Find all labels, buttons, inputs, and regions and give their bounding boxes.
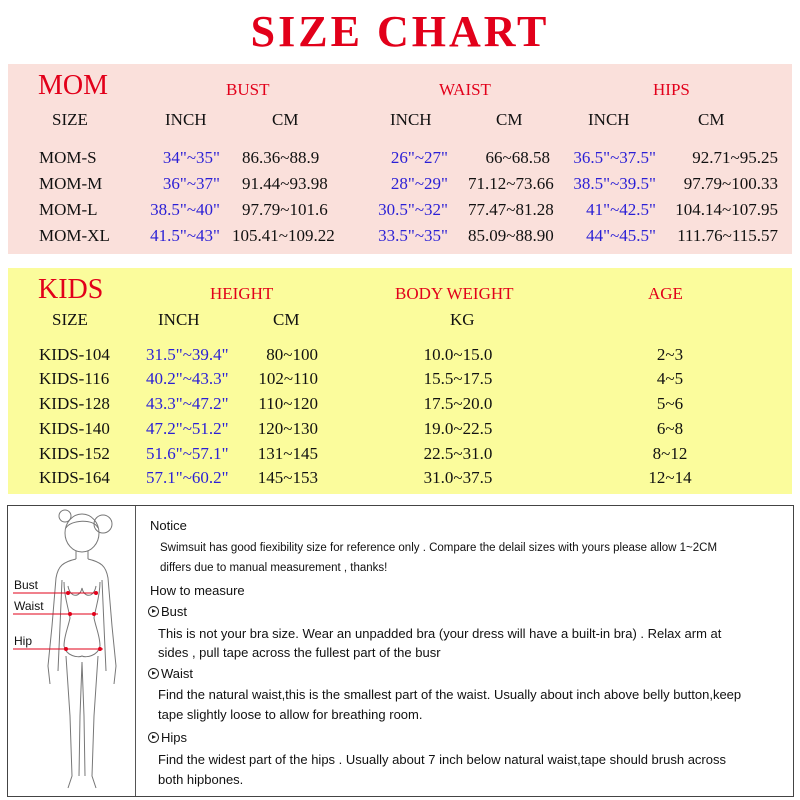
mom-hips-cm-cell: 104.14~107.95 (675, 200, 778, 219)
mom-hips-cm-cell: 111.76~115.57 (677, 226, 778, 245)
kids-kg-cell: 22.5~31.0 (423, 444, 493, 463)
kids-age-cell: 12~14 (648, 468, 692, 487)
mom-bust-cm-cell: 97.79~101.6 (242, 200, 328, 219)
measure-guide-box (7, 505, 794, 797)
mom-hips-cm-cell: 97.79~100.33 (683, 174, 778, 193)
weight-kg-subheader: KG (450, 310, 475, 329)
mom-size-table (8, 64, 792, 254)
kids-inch-cell: 57.1"~60.2" (146, 468, 229, 487)
bust-header: BUST (226, 80, 270, 99)
mom-bust-cm-cell: 91.44~93.98 (242, 174, 328, 193)
mom-size-cell: MOM-L (39, 200, 98, 219)
mom-size-cell: MOM-M (39, 174, 103, 193)
mom-bust-cm-cell: 86.36~88.9 (242, 148, 320, 167)
mom-waist-inch-cell: 28"~29" (390, 174, 448, 193)
kids-inch-cell: 43.3"~47.2" (146, 394, 229, 413)
hips-inch-subheader: INCH (588, 110, 630, 129)
mom-size-cell: MOM-S (39, 148, 97, 167)
mom-section-label: MOM (38, 70, 109, 101)
waist-desc-line-1: Find the natural waist,this is the smallest part of the waist. Usually about inch above belly button,keep (158, 687, 742, 702)
how-to-measure-heading: How to measure (150, 583, 245, 598)
hips-cm-subheader: CM (698, 110, 725, 129)
waist-header: WAIST (439, 80, 491, 99)
size-subheader: SIZE (52, 310, 88, 329)
kids-kg-cell: 17.5~20.0 (423, 394, 493, 413)
kids-inch-cell: 51.6"~57.1" (146, 444, 229, 463)
mom-waist-cm-cell: 77.47~81.28 (468, 200, 554, 219)
guide-divider (135, 506, 136, 796)
mom-hips-inch-cell: 44"~45.5" (586, 226, 656, 245)
kids-age-cell: 2~3 (656, 345, 684, 364)
waist-desc-line-2: tape slightly loose to allow for breathing room. (158, 707, 423, 722)
bullet-arrow-icon (148, 732, 159, 743)
height-header: HEIGHT (210, 284, 274, 303)
kids-kg-cell: 10.0~15.0 (423, 345, 493, 364)
kids-age-cell: 6~8 (656, 419, 684, 438)
notice-heading: Notice (150, 518, 187, 533)
mom-hips-inch-cell: 41"~42.5" (586, 200, 656, 219)
kids-size-cell: KIDS-104 (39, 345, 110, 364)
kids-inch-cell: 47.2"~51.2" (146, 419, 229, 438)
kids-inch-cell: 31.5"~39.4" (146, 345, 229, 364)
size-subheader: SIZE (52, 110, 88, 129)
mom-waist-inch-cell: 26"~27" (390, 148, 448, 167)
kids-size-table (8, 268, 792, 494)
bust-cm-subheader: CM (272, 110, 299, 129)
kids-cm-cell: 120~130 (257, 419, 318, 438)
bust-inch-subheader: INCH (165, 110, 207, 129)
notice-line-2: differs due to manual measurement , thanks! (160, 562, 388, 574)
kids-size-cell: KIDS-164 (39, 468, 110, 487)
height-inch-subheader: INCH (158, 310, 200, 329)
figure-bust-label: Bust (14, 578, 39, 592)
figure-hip-label: Hip (14, 634, 33, 648)
body-figure-illustration (8, 506, 134, 796)
mom-bust-inch-cell: 34"~35" (162, 148, 220, 167)
kids-kg-cell: 19.0~22.5 (423, 419, 493, 438)
waist-inch-subheader: INCH (390, 110, 432, 129)
kids-section-label: KIDS (38, 274, 104, 305)
mom-hips-inch-cell: 36.5"~37.5" (573, 148, 656, 167)
mom-waist-inch-cell: 30.5"~32" (378, 200, 448, 219)
page-title: SIZE CHART (250, 7, 550, 56)
hips-desc-line-2: both hipbones. (158, 772, 244, 787)
figure-waist-label: Waist (14, 599, 44, 613)
hips-desc-line-1: Find the widest part of the hips . Usually about 7 inch below natural waist,tape should brush across (158, 752, 726, 767)
kids-cm-cell: 110~120 (258, 394, 318, 413)
kids-age-cell: 5~6 (656, 394, 684, 413)
bust-desc-line-1: This is not your bra size. Wear an unpadded bra (your dress will have a built-in bra) . Relax arm at (158, 626, 722, 641)
age-header: AGE (648, 284, 683, 303)
kids-kg-cell: 15.5~17.5 (423, 369, 493, 388)
waist-cm-subheader: CM (496, 110, 523, 129)
kids-age-cell: 8~12 (652, 444, 688, 463)
bullet-arrow-icon (148, 668, 159, 679)
mom-bust-inch-cell: 41.5"~43" (150, 226, 220, 245)
mom-waist-inch-cell: 33.5"~35" (378, 226, 448, 245)
kids-cm-cell: 145~153 (257, 468, 318, 487)
mom-waist-cm-cell: 66~68.58 (485, 148, 550, 167)
mom-bust-inch-cell: 38.5"~40" (150, 200, 220, 219)
kids-cm-cell: 131~145 (257, 444, 318, 463)
mom-waist-cm-cell: 85.09~88.90 (468, 226, 554, 245)
kids-size-cell: KIDS-140 (39, 419, 110, 438)
kids-size-cell: KIDS-152 (39, 444, 110, 463)
mom-hips-cm-cell: 92.71~95.25 (692, 148, 778, 167)
waist-title (148, 666, 193, 681)
mom-bust-cm-cell: 105.41~109.22 (232, 226, 335, 245)
mom-waist-cm-cell: 71.12~73.66 (468, 174, 554, 193)
hips-title (148, 730, 187, 745)
hips-title-text: Hips (161, 730, 188, 745)
bust-desc-line-2: sides , pull tape across the fullest part of the busr (158, 645, 441, 660)
kids-size-cell: KIDS-128 (39, 394, 110, 413)
kids-age-cell: 4~5 (656, 369, 684, 388)
mom-bust-inch-cell: 36"~37" (162, 174, 220, 193)
body-weight-header: BODY WEIGHT (395, 284, 514, 303)
hips-header: HIPS (653, 80, 690, 99)
kids-cm-cell: 102~110 (258, 369, 318, 388)
bullet-arrow-icon (148, 606, 159, 617)
kids-kg-cell: 31.0~37.5 (423, 468, 493, 487)
height-cm-subheader: CM (273, 310, 300, 329)
kids-inch-cell: 40.2"~43.3" (146, 369, 229, 388)
kids-size-cell: KIDS-116 (39, 369, 110, 388)
mom-size-cell: MOM-XL (39, 226, 110, 245)
bust-title-text: Bust (161, 604, 188, 619)
kids-cm-cell: 80~100 (266, 345, 318, 364)
bust-title (148, 604, 187, 619)
mom-hips-inch-cell: 38.5"~39.5" (573, 174, 656, 193)
waist-title-text: Waist (161, 666, 194, 681)
notice-line-1: Swimsuit has good fiexibility size for reference only . Compare the delail sizes with yours please allow 1~2CM (160, 542, 718, 554)
